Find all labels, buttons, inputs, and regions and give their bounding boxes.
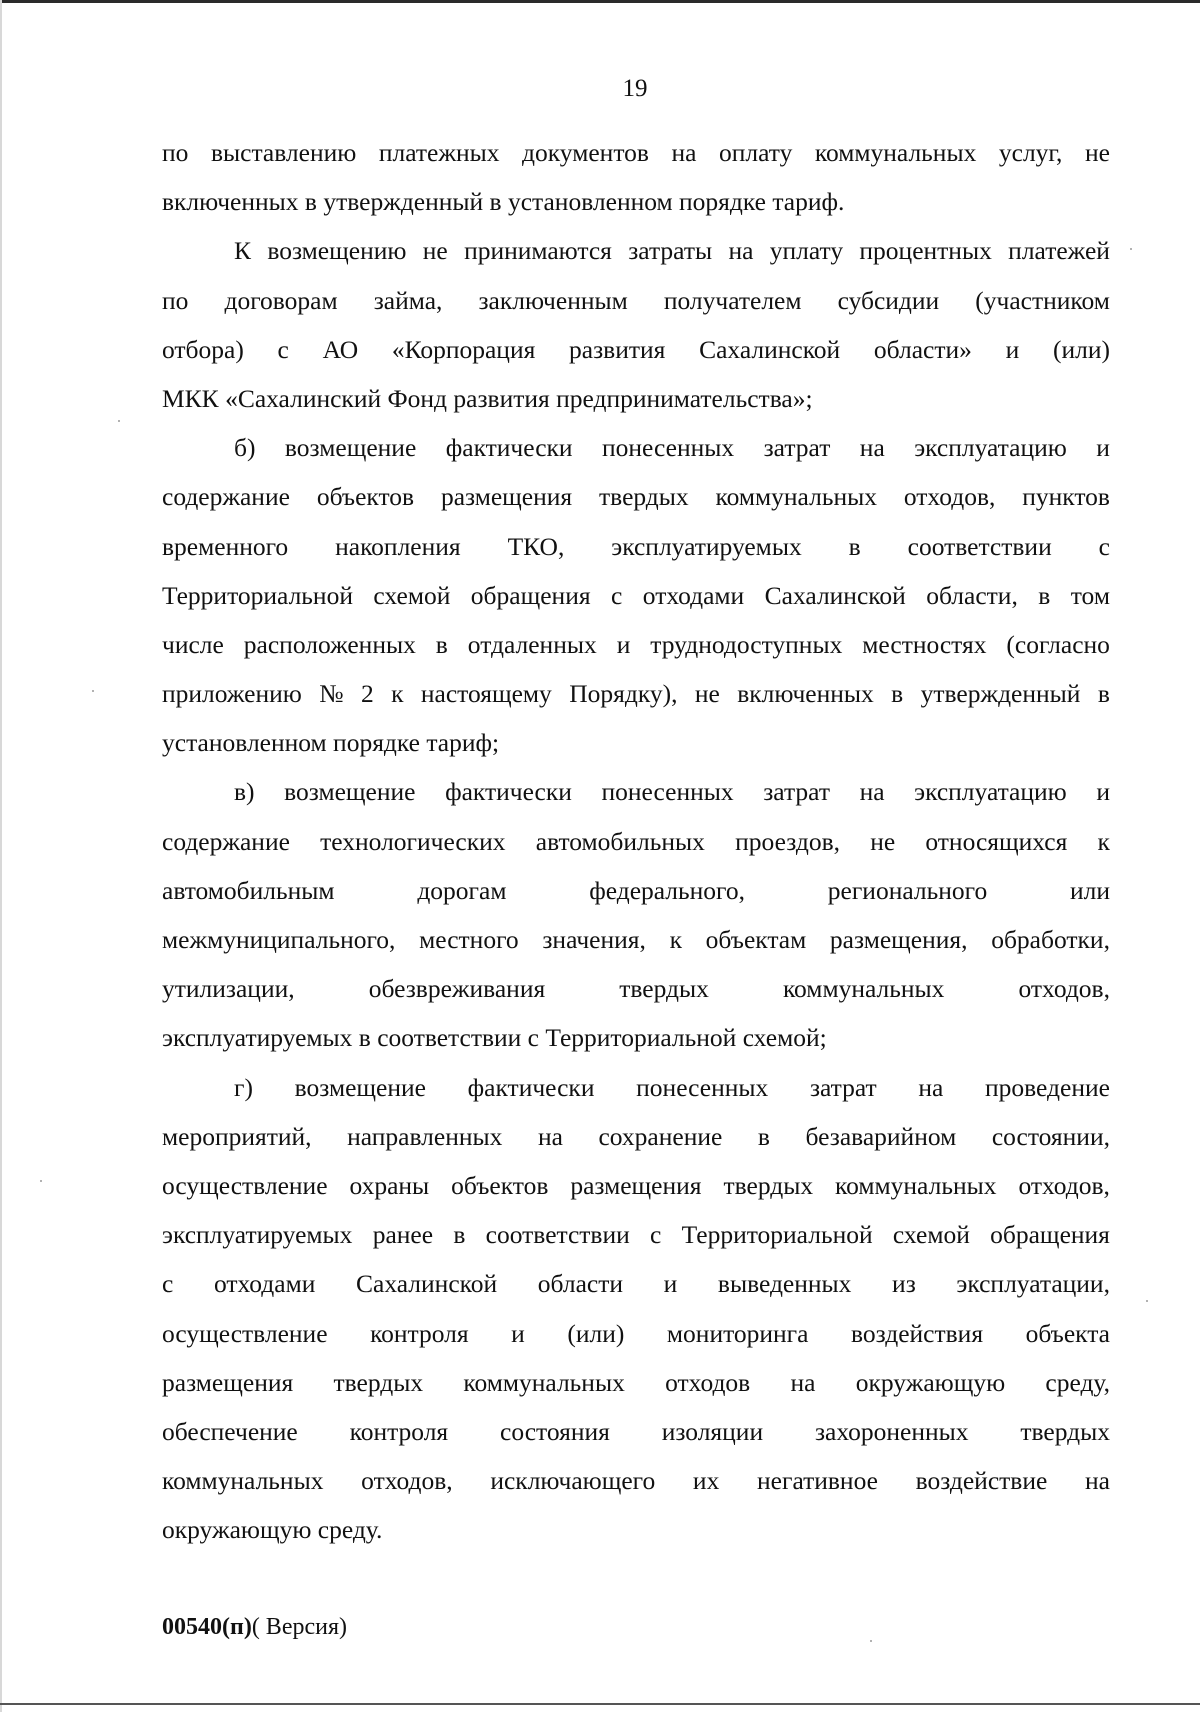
text-word: в [757,1121,770,1151]
text-word: проездов, [735,826,840,856]
text-word: объекта [1025,1318,1110,1348]
text-word: захороненных [814,1416,969,1446]
text-word: на [790,1367,816,1397]
text-word: схемой [373,580,451,610]
text-line [162,817,1110,866]
text-word: отбора) [162,334,244,364]
text-word: эксплуатацию [914,777,1067,807]
text-word: затрат [763,433,831,463]
text-word: к [669,925,682,954]
text-word: твердых [333,1367,424,1397]
text-word: дорогам [417,875,507,905]
text-word: получателем [663,285,802,315]
text-word: обращения [470,580,591,610]
text-word: отходами [213,1269,316,1299]
text-word: на [918,1072,944,1102]
text-word: и [1096,433,1110,463]
text-line [162,1505,1110,1554]
text-word: с [277,334,289,364]
text-word: с [1098,531,1110,561]
text-word: к [391,679,404,709]
text-word: схемой [892,1220,970,1250]
text-word: на [859,433,885,463]
scan-edge-top [0,0,1200,3]
text-word: и [663,1269,678,1299]
document-footer [162,1612,347,1642]
text-word: понесенных [602,433,735,463]
text-word: из [892,1269,916,1299]
text-word: фактически [467,1072,595,1102]
text-word: расположенных [243,629,416,659]
text-word: с [162,1269,174,1299]
text-line [162,1013,1110,1062]
text-word: пунктов [1022,482,1110,512]
text-word: воздействия [851,1318,984,1348]
text-word: области, [926,580,1018,610]
text-word: технологических [320,826,506,856]
text-line [162,620,1110,669]
text-word: к [1097,826,1110,856]
text-word: состоянии, [991,1121,1110,1151]
text-word: эксплуатируемых [162,1220,353,1250]
text-word: ТКО, [507,531,565,561]
text-word: утилизации, [162,974,295,1004]
text-word: обращения [990,1220,1110,1250]
text-line [162,915,1110,964]
text-word: не [1084,138,1110,167]
text-line [162,718,1110,767]
text-word: отдаленных [467,629,597,659]
text-word: Территориальной [681,1220,873,1250]
text-line [162,1063,1110,1112]
text-line [162,522,1110,571]
text-word: АО [322,334,359,364]
text-word: коммунальных [814,138,977,167]
text-line [162,177,1110,226]
text-word: отходов, [903,482,996,512]
text-word: установленном порядке тариф; [162,728,500,758]
text-word: коммунальных [835,1170,997,1200]
text-word: выставлению [210,138,357,167]
text-word: регионального [827,875,988,905]
text-word: выведенных [717,1269,852,1299]
text-line [162,423,1110,472]
text-line [162,767,1110,816]
text-word: относящихся [925,826,1068,856]
scan-speck [118,420,120,422]
text-word: не [870,826,896,856]
scan-edge-bottom [0,1703,1200,1705]
text-word: «Корпорация [391,334,536,364]
text-word: содержание [162,482,290,512]
text-word: (согласно [1006,629,1110,659]
text-word: возмещению [267,236,407,266]
document-code: 00540(п) [162,1614,252,1640]
text-word: на [671,138,697,167]
text-word: на [1084,1466,1110,1496]
document-version: ( Версия) [251,1614,347,1640]
text-word: Сахалинской [699,334,841,364]
text-line [162,1210,1110,1259]
text-word: (или) [567,1318,625,1348]
text-word: содержание [162,826,290,856]
text-word: обеспечение [162,1416,298,1446]
text-word: (или) [1052,334,1110,364]
page-number: 19 [622,75,648,102]
text-word: числе [162,629,224,659]
text-word: или [1069,875,1110,905]
text-line [162,276,1110,325]
text-word: возмещение [284,433,417,463]
text-word: не [694,679,720,709]
text-word: размещения, [829,925,968,954]
scan-speck [92,690,94,692]
text-word: коммунальных [782,974,945,1004]
text-word: окружающую [855,1367,1006,1397]
text-word: обработки, [991,925,1110,954]
text-word: коммунальных [715,482,877,512]
text-word: 2 [360,679,374,709]
text-line [162,866,1110,915]
text-word: ранее [372,1220,434,1250]
text-word: коммунальных [162,1466,324,1496]
text-word: объектов [316,482,415,512]
text-word: мониторинга [666,1318,809,1348]
text-word: займа, [373,285,443,315]
text-word: развития [569,334,666,364]
text-word: сохранение [598,1121,723,1151]
text-word: фактически [445,777,572,807]
text-word: отходов, [361,1466,453,1496]
text-word: приложению [162,679,302,709]
text-word: № [319,679,344,709]
text-word: исключающего [490,1466,656,1496]
text-word: и [511,1318,525,1348]
text-word: г) [234,1072,253,1102]
text-word: заключенным [478,285,628,315]
text-word: включенных [737,679,874,709]
text-word: контроля [370,1318,469,1348]
text-word: включенных в утвержденный в установленном порядке тариф. [162,187,845,217]
text-word: отходов, [1018,1170,1110,1200]
text-word: контроля [349,1416,449,1446]
text-word: настоящему [420,679,552,709]
text-word: и [1096,777,1110,807]
scan-speck [1146,1300,1148,1302]
text-word: объектов [451,1170,549,1200]
text-word: их [692,1466,720,1496]
text-word: среду, [1045,1367,1110,1397]
scan-speck [40,1180,42,1182]
text-line [162,1309,1110,1358]
text-word: отходов [665,1367,751,1397]
text-word: местностях [862,629,987,659]
text-word: направленных [347,1121,503,1151]
text-word: накопления [335,531,461,561]
text-word: оплату [718,138,793,167]
text-word: в) [234,777,255,807]
text-word: затрат [809,1072,877,1102]
text-line [162,964,1110,1013]
text-word: проведение [985,1072,1110,1102]
text-word: межмуниципального, [162,925,396,954]
text-line [162,128,1110,177]
text-word: на [728,236,754,266]
text-word: с [611,580,623,610]
text-word: труднодоступных [650,629,843,659]
text-word: местного [419,925,519,954]
text-word: автомобильным [162,875,335,905]
text-word: эксплуатацию [914,433,1067,463]
text-word: платежей [1008,236,1110,266]
text-word: в [435,629,448,659]
text-word: процентных [859,236,992,266]
text-word: размещения [440,482,573,512]
text-word: не [422,236,448,266]
text-word: возмещение [294,1072,426,1102]
text-word: соответствии [485,1220,630,1250]
text-word: возмещение [284,777,416,807]
text-line [162,1161,1110,1210]
text-line [162,1259,1110,1308]
text-word: в [1038,580,1051,610]
text-word: охраны [349,1170,430,1200]
text-line [162,1456,1110,1505]
text-line [162,374,1110,423]
text-word: области [537,1269,623,1299]
text-word: договорам [224,285,338,315]
text-word: и [1005,334,1020,364]
text-word: услуг, [998,138,1063,167]
text-word: в [453,1220,466,1250]
text-line [162,1358,1110,1407]
text-line [162,1112,1110,1161]
text-word: соответствии [907,531,1052,561]
text-word: МКК «Сахалинский Фонд развития предпринимательства»; [162,383,813,413]
scan-speck [870,1640,872,1642]
text-word: платежных [378,138,500,167]
text-word: с [650,1220,662,1250]
text-word: в [891,679,904,709]
text-word: уплату [769,236,844,266]
text-word: окружающую среду. [162,1515,383,1545]
text-word: фактически [445,433,573,463]
text-word: б) [234,433,256,463]
text-word: том [1070,580,1110,610]
text-word: в [1097,679,1110,709]
text-word: К [234,236,252,266]
text-word: эксплуатируемых в соответствии с Территориальной схемой; [162,1023,827,1053]
text-word: твердых [619,974,709,1004]
text-line [162,571,1110,620]
text-word: принимаются [464,236,612,266]
text-word: эксплуатируемых [611,531,802,561]
text-word: твердых [599,482,689,512]
text-word: утвержденный [920,679,1081,709]
text-word: состояния [500,1416,610,1446]
text-word: твердых [723,1170,814,1200]
text-word: документов [522,138,649,167]
text-word: по [162,138,189,167]
text-word: (участником [975,285,1110,315]
text-word: Сахалинской [764,580,906,610]
text-word: воздействие [915,1466,1048,1496]
text-word: и [616,629,631,659]
text-word: отходов, [1018,974,1110,1004]
text-line [162,1407,1110,1456]
text-line [162,226,1110,275]
text-word: автомобильных [535,826,705,856]
text-word: по [162,285,189,315]
scan-speck [1130,248,1132,250]
text-word: Сахалинской [356,1269,498,1299]
text-word: размещения [162,1367,294,1397]
text-word: эксплуатации, [956,1269,1110,1299]
text-word: осуществление [162,1170,328,1200]
text-word: значения, [542,925,646,954]
document-body [162,128,1110,1554]
text-word: в [848,531,861,561]
text-word: коммунальных [463,1367,625,1397]
text-word: временного [162,531,289,561]
text-word: федерального, [589,875,746,905]
text-word: Порядку), [569,679,678,709]
text-word: затраты [628,236,713,266]
text-word: затрат [763,777,830,807]
text-word: объектам [705,925,807,954]
text-word: размещения [570,1170,702,1200]
text-word: Территориальной [162,580,353,610]
text-word: на [537,1121,563,1151]
text-word: безаварийном [805,1121,957,1151]
text-word: на [859,777,885,807]
text-line [162,669,1110,718]
text-word: понесенных [636,1072,769,1102]
scan-edge-left [0,0,2,1712]
text-word: области» [873,334,972,364]
text-word: твердых [1020,1416,1110,1446]
text-word: осуществление [162,1318,328,1348]
text-word: негативное [757,1466,878,1496]
text-line [162,472,1110,521]
text-word: понесенных [601,777,734,807]
text-word: изоляции [661,1416,764,1446]
text-line [162,325,1110,374]
text-word: мероприятий, [162,1121,312,1151]
text-word: отходами [642,580,745,610]
text-word: обезвреживания [368,974,546,1004]
text-word: субсидии [837,285,940,315]
